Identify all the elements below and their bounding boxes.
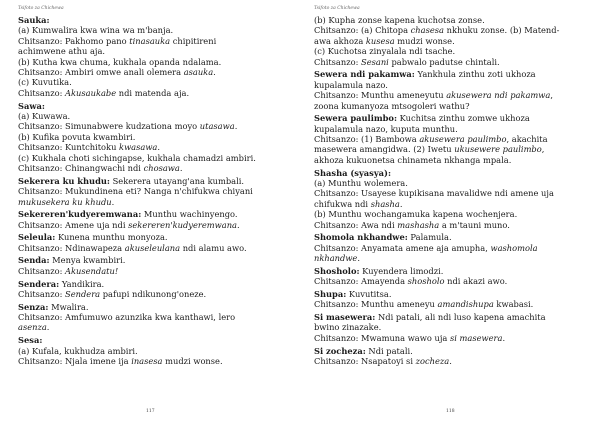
entry-text: . <box>502 332 506 343</box>
entry-text: mudzi wonse. <box>394 35 455 46</box>
entry-text: (c) Kuchotsa zinyalala ndi tsache. <box>314 46 456 57</box>
entry-text: (b) Kufika povuta kwambiri. <box>18 131 136 142</box>
entry-text: Chitsanzo: Anyamata amene aja amupha, <box>314 242 491 253</box>
example-term: asenza <box>18 322 47 333</box>
entry-text: (b) Kupha zonse kapena kuchotsa zonse. <box>314 15 485 25</box>
example-term: shasha <box>370 198 400 209</box>
dictionary-entry <box>314 113 582 165</box>
entry-text: Chitsanzo: Munthu ameneyu <box>314 299 438 310</box>
headword: Seleula: <box>18 232 56 243</box>
entry-text: . <box>111 196 115 207</box>
entry-line <box>18 77 286 87</box>
entry-text: Chitsanzo: Simunabwere kudzationa moyo <box>18 121 200 132</box>
entry-text: (b) Kutha kwa chuma, kukhala opanda ndalama. <box>18 56 222 67</box>
running-header-right: Tsifoto za Chichewa <box>314 6 360 11</box>
entry-line <box>314 144 582 154</box>
example-term: akusewera paulimbo <box>419 134 507 145</box>
dictionary-entry <box>18 279 286 300</box>
entry-line <box>18 356 286 366</box>
headword: Sewera ndi pakamwa: <box>314 69 415 80</box>
entry-line <box>18 25 286 35</box>
entry-text: kupalamula nazo, kuputa munthu. <box>314 123 458 134</box>
entry-line <box>314 57 582 67</box>
entry-text: Chitsanzo: (a) Chitopa <box>314 25 411 36</box>
entry-line <box>314 80 582 90</box>
entry-text: Chitsanzo: Mukundinena eti? Nanga n'chifukwa chiyani <box>18 186 253 197</box>
entry-text: Kuchitsa zinthu zomwe ukhoza <box>397 113 530 124</box>
entry-text: Chitsanzo: Munthu ameneyutu <box>314 90 447 101</box>
example-term: zocheza <box>415 355 450 366</box>
entry-text: (b) Munthu wochangamuka kapena wochenjera. <box>314 209 518 220</box>
dictionary-entry <box>18 302 286 333</box>
entry-line <box>314 134 582 144</box>
headword: Shupa: <box>314 288 347 299</box>
example-term: chasesa <box>410 25 444 36</box>
headword: Shasha (syasya): <box>314 167 392 178</box>
entry-line <box>314 346 582 356</box>
entry-text: chipitireni <box>170 35 217 46</box>
entry-line <box>18 289 286 299</box>
dictionary-entry <box>18 176 286 207</box>
entry-line <box>18 312 286 322</box>
example-term: kwasawa <box>119 142 158 153</box>
entry-text: Chitsanzo: Pakhomo pano <box>18 35 130 46</box>
entry-text: Kunena munthu monyoza. <box>55 232 168 243</box>
entry-text: Chitsanzo: <box>314 56 362 67</box>
entry-text: kwabasi. <box>493 299 534 310</box>
example-term: si masewera <box>450 332 503 343</box>
dictionary-entry <box>314 15 582 67</box>
headword: Si zocheza: <box>314 345 366 356</box>
entry-text: . <box>399 198 403 209</box>
entry-line <box>18 88 286 98</box>
entry-line <box>18 186 286 196</box>
entry-line <box>18 111 286 121</box>
entry-text: Chitsanzo: Nsapatoyi si <box>314 355 416 366</box>
entry-line <box>18 132 286 142</box>
entry-line <box>18 255 286 265</box>
entry-line <box>18 322 286 332</box>
entry-line <box>314 168 582 178</box>
entry-line <box>18 266 286 276</box>
entry-text: kupalamula nazo. <box>314 79 388 90</box>
entry-line <box>314 188 582 198</box>
entry-text: . <box>157 142 161 153</box>
entry-text: (a) Kuwawa. <box>18 110 71 121</box>
entry-line <box>314 333 582 343</box>
entry-text: Chitsanzo: Ambiri omwe anali olemera <box>18 67 184 78</box>
dictionary-entry <box>18 255 286 276</box>
entry-line <box>18 243 286 253</box>
entry-text: . <box>213 67 216 78</box>
entry-text: ndi matenda aja. <box>116 87 190 98</box>
dictionary-entry <box>314 69 582 111</box>
entry-line <box>18 197 286 207</box>
entry-line <box>314 276 582 286</box>
entry-text: , <box>550 90 553 101</box>
entry-text: Chitsanzo: Amfumuwo azunzika kwa kanthawi, lero <box>18 312 236 323</box>
page-number-right: 118 <box>446 409 455 414</box>
example-term: nkhandwe <box>314 253 358 264</box>
entry-text: Chitsanzo: Mwamuna wawo uja <box>314 332 450 343</box>
entry-text: pabwalo padutse chintali. <box>388 56 500 67</box>
entry-text: ndi alamu awo. <box>180 242 247 253</box>
dictionary-entry <box>314 312 582 343</box>
example-term: inasesa <box>131 355 163 366</box>
entry-text: awa akhoza <box>314 35 366 46</box>
entry-line <box>314 124 582 134</box>
dictionary-entry <box>18 232 286 253</box>
dictionary-entry <box>18 101 286 174</box>
entry-text: Chitsanzo: <box>18 265 66 276</box>
entry-text: achimwene athu aja. <box>18 46 106 57</box>
entry-text: Kuyendera limodzi. <box>359 265 444 276</box>
entry-line <box>314 209 582 219</box>
entry-text: Chitsanzo: Chinangwachi ndi <box>18 162 144 173</box>
entry-text: Kuvutitsa. <box>346 288 392 299</box>
entry-line <box>18 163 286 173</box>
dictionary-column-left <box>18 15 286 369</box>
entry-text: Chitsanzo: Amene uja ndi <box>18 219 129 230</box>
example-term: sekereren'kudyeremwana <box>128 219 237 230</box>
entry-text: chifukwa ndi <box>314 198 371 209</box>
entry-line <box>314 232 582 242</box>
entry-line <box>314 266 582 276</box>
example-term: ukusewere paulimbo <box>454 144 542 155</box>
example-term: shosholo <box>407 276 445 287</box>
entry-text: , akachita <box>506 134 548 145</box>
entry-line <box>314 253 582 263</box>
example-term: mashasha <box>397 219 440 230</box>
headword: Senda: <box>18 255 50 266</box>
example-term: Akusaukabe <box>65 87 117 98</box>
entry-line <box>314 46 582 56</box>
entry-line <box>18 15 286 25</box>
headword: Sawa: <box>18 100 45 111</box>
entry-text: masewera amangidwa. (2) Iwetu <box>314 144 455 155</box>
headword: Si masewera: <box>314 312 376 323</box>
entry-text: Yandikira. <box>59 278 105 289</box>
entry-text: (a) Munthu wolemera. <box>314 177 408 188</box>
entry-line <box>18 209 286 219</box>
headword: Shosholo: <box>314 265 360 276</box>
entry-text: Munthu wachinyengo. <box>141 209 238 220</box>
entry-text: . <box>237 219 240 230</box>
entry-line <box>18 220 286 230</box>
entry-text: mudzi wonse. <box>162 355 223 366</box>
headword: Sekerera ku khudu: <box>18 175 110 186</box>
running-header-left: Tsifoto za Chichewa <box>18 6 64 11</box>
entry-text: . <box>179 162 183 173</box>
entry-line <box>314 90 582 100</box>
entry-text: (c) Kuvutika. <box>18 77 72 88</box>
entry-line <box>18 121 286 131</box>
entry-text: . <box>449 355 452 366</box>
headword: Sendera: <box>18 278 60 289</box>
entry-line <box>18 57 286 67</box>
entry-text: Ndi patali, ali ndi luso kapena amachita <box>375 312 546 323</box>
entry-text: akhoza kukuonetsa chinameta nkhanga mpala. <box>314 154 512 165</box>
entry-text: a m'tauni muno. <box>439 219 510 230</box>
entry-line <box>18 36 286 46</box>
entry-line <box>314 289 582 299</box>
entry-text: . <box>46 322 50 333</box>
headword: Sekereren'kudyeremwana: <box>18 209 142 220</box>
entry-line <box>18 335 286 345</box>
dictionary-entry <box>314 232 582 263</box>
entry-line <box>314 155 582 165</box>
entry-line <box>314 199 582 209</box>
example-term: chosawa <box>143 162 180 173</box>
dictionary-entry <box>314 346 582 367</box>
example-term: asauka <box>183 67 214 78</box>
entry-line <box>18 142 286 152</box>
entry-text: Ndi patali. <box>365 345 413 356</box>
entry-text: nkhuku zonse. (b) Matend- <box>443 25 560 36</box>
entry-text: Chitsanzo: Kuntchitoku <box>18 142 120 153</box>
entry-text: bwino zinazake. <box>314 322 382 333</box>
entry-line <box>314 25 582 35</box>
example-term: Akusendatu! <box>65 265 119 276</box>
dictionary-entry <box>314 168 582 230</box>
entry-text: Chitsanzo: Awa ndi <box>314 219 398 230</box>
example-term: tinasauka <box>129 35 171 46</box>
headword: Senza: <box>18 301 49 312</box>
entry-line <box>314 220 582 230</box>
headword: Sauka: <box>18 15 50 25</box>
right-page <box>300 0 600 424</box>
dictionary-column-right <box>314 15 582 369</box>
entry-text: Yankhula zinthu zoti ukhoza <box>414 69 536 80</box>
entry-text: pafupi ndikunong'oneze. <box>100 288 207 299</box>
example-term: akuseleulana <box>124 242 181 253</box>
entry-line <box>18 346 286 356</box>
entry-text: Mwalira. <box>48 301 89 312</box>
headword: Shomola nkhandwe: <box>314 232 408 243</box>
dictionary-entry <box>18 209 286 230</box>
dictionary-entry <box>18 15 286 98</box>
entry-line <box>18 67 286 77</box>
entry-text: Chitsanzo: (1) Bambowa <box>314 134 420 145</box>
page-number-left: 117 <box>146 409 155 414</box>
entry-line <box>314 243 582 253</box>
entry-text: Chitsanzo: Usayese kupikisana mavalidwe ndi amene uja <box>314 188 554 199</box>
entry-line <box>314 322 582 332</box>
entry-text: (a) Kufala, kukhudza ambiri. <box>18 345 138 356</box>
entry-text: Chitsanzo: <box>18 87 66 98</box>
entry-text: Chitsanzo: Amayenda <box>314 276 408 287</box>
entry-line <box>314 15 582 25</box>
entry-line <box>18 153 286 163</box>
example-term: mukusekera ku khudu <box>18 196 112 207</box>
example-term: akusewera ndi pakamwa <box>446 90 551 101</box>
entry-text: (a) Kumwalira kwa wina wa m'banja. <box>18 25 174 36</box>
entry-line <box>314 178 582 188</box>
headword: Sewera paulimbo: <box>314 113 398 124</box>
entry-line <box>314 299 582 309</box>
entry-text: (c) Kukhala choti sichingapse, kukhala chamadzi ambiri. <box>18 152 256 163</box>
entry-text: Palamula. <box>407 232 452 243</box>
entry-text: , <box>541 144 545 155</box>
entry-line <box>18 46 286 56</box>
entry-line <box>18 101 286 111</box>
entry-text: Sekerera utayang'ana kumbali. <box>109 175 245 186</box>
entry-text: zoona kumanyoza mtsogoleri wathu? <box>314 100 470 111</box>
entry-line <box>18 176 286 186</box>
example-term: amandishupa <box>437 299 494 310</box>
entry-text: . <box>234 121 238 132</box>
example-term: kusesa <box>365 35 395 46</box>
entry-line <box>314 36 582 46</box>
example-term: Sendera <box>65 288 101 299</box>
entry-text: Chitsanzo: Ndinawapeza <box>18 242 125 253</box>
entry-line <box>18 232 286 242</box>
entry-text: ndi akazi awo. <box>444 276 508 287</box>
dictionary-entry <box>314 289 582 310</box>
headword: Sesa: <box>18 335 43 346</box>
dictionary-entry <box>18 335 286 366</box>
example-term: Sesani <box>361 56 389 67</box>
entry-text: Chitsanzo: <box>18 288 66 299</box>
entry-line <box>314 113 582 123</box>
example-term: utasawa <box>199 121 235 132</box>
entry-line <box>314 312 582 322</box>
entry-line <box>314 69 582 79</box>
example-term: washomola <box>490 242 538 253</box>
entry-line <box>314 101 582 111</box>
entry-line <box>18 302 286 312</box>
entry-line <box>18 279 286 289</box>
entry-text: Menya kwambiri. <box>49 255 126 266</box>
entry-text: Chitsanzo: Njala imene ija <box>18 355 132 366</box>
dictionary-entry <box>314 266 582 287</box>
entry-line <box>314 356 582 366</box>
entry-text: . <box>357 253 360 264</box>
